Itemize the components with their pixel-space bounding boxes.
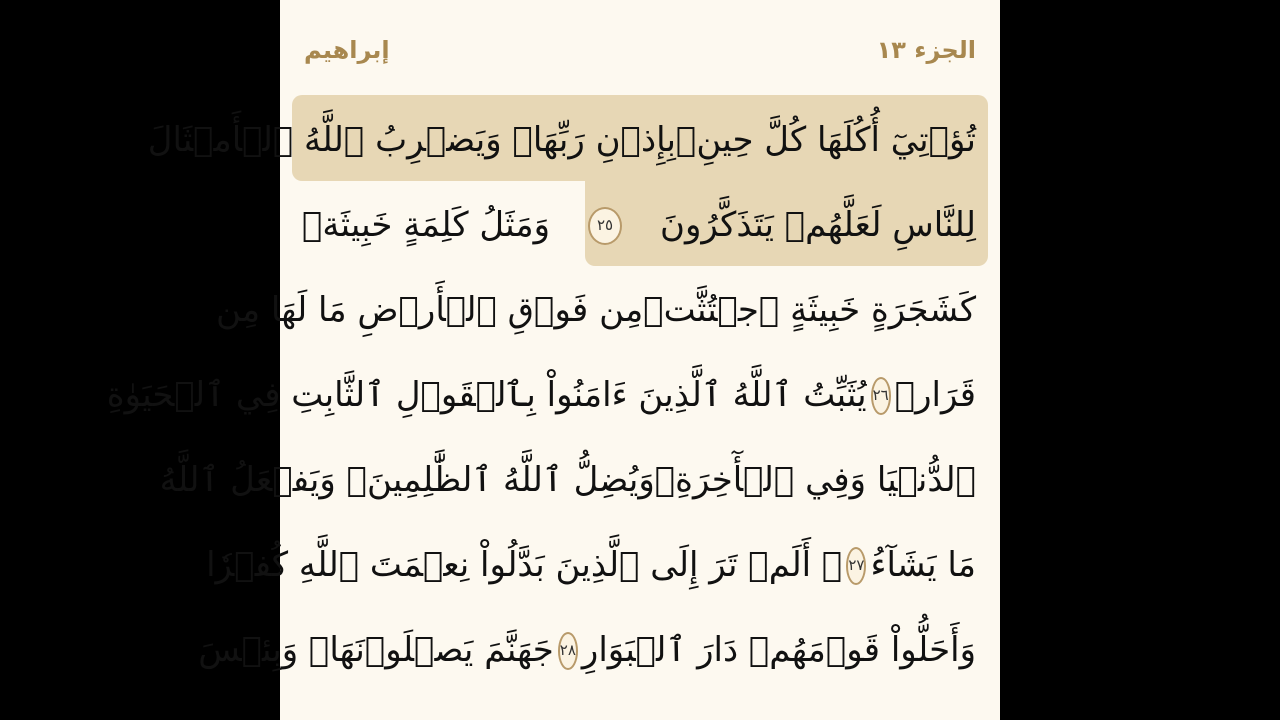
ayah-text[interactable]: مَا يَشَآءُ bbox=[870, 545, 976, 585]
ayah-number-marker[interactable]: ٢٧ bbox=[846, 547, 866, 585]
ayah-text[interactable]: وَأَحَلُّواْ قَوۡمَهُمۡ دَارَ ٱلۡبَوَارِ bbox=[581, 630, 976, 670]
ayah-text[interactable]: ٱلدُّنۡيَا وَفِي ٱلۡأٓخِرَةِۖ bbox=[654, 460, 976, 500]
ayah-number-marker[interactable]: ٢٦ bbox=[871, 377, 891, 415]
ayah-text[interactable]: لِلنَّاسِ لَعَلَّهُمۡ يَتَذَكَّرُونَ bbox=[660, 205, 976, 245]
juz-label: الجزء ١٣ bbox=[876, 36, 976, 64]
text-line bbox=[159, 438, 976, 523]
ayah-number-marker[interactable]: ٢٨ bbox=[558, 632, 578, 670]
text-line bbox=[206, 523, 976, 608]
ayah-text[interactable]: جَهَنَّمَ يَصۡلَوۡنَهَاۖ وَبِئۡسَ bbox=[198, 630, 554, 670]
ayah-text[interactable]: ۞ أَلَمۡ تَرَ إِلَى ٱلَّذِينَ بَدَّلُواْ نِعۡمَتَ ٱللَّهِ كُفۡرٗا bbox=[206, 545, 843, 585]
text-line bbox=[147, 98, 976, 183]
ayah-text[interactable]: مِن فَوۡقِ ٱلۡأَرۡضِ مَا لَهَا مِن bbox=[215, 290, 644, 330]
text-line bbox=[302, 183, 976, 268]
text-line bbox=[106, 353, 976, 438]
mushaf-page bbox=[106, 0, 1000, 720]
surah-name: إبراهيم bbox=[304, 36, 390, 64]
text-line bbox=[215, 268, 976, 353]
ayah-text[interactable]: تُؤۡتِيٓ أُكُلَهَا كُلَّ حِينِۭ bbox=[675, 120, 976, 160]
ayah-text[interactable]: وَيُضِلُّ ٱللَّهُ ٱلظَّٰلِمِينَۚ وَيَفۡعَلُ ٱللَّهُ bbox=[159, 460, 655, 500]
ayah-number-marker[interactable]: ٢٥ bbox=[588, 207, 622, 245]
quran-text bbox=[106, 98, 976, 693]
ayah-text[interactable]: بِإِذۡنِ رَبِّهَاۗ وَيَضۡرِبُ ٱللَّهُ ٱلۡأَمۡثَالَ bbox=[147, 120, 676, 160]
ayah-text[interactable]: وَمَثَلُ كَلِمَةٍ خَبِيثَةٖ bbox=[302, 205, 551, 245]
ayah-text[interactable]: يُثَبِّتُ ٱللَّهُ ٱلَّذِينَ ءَامَنُواْ بِٱلۡقَوۡلِ ٱلثَّابِتِ فِي ٱلۡحَيَوٰةِ bbox=[106, 375, 867, 415]
ayah-text[interactable]: كَشَجَرَةٍ خَبِيثَةٍ ٱجۡتُثَّتۡ bbox=[643, 290, 976, 330]
text-line bbox=[198, 608, 976, 693]
ayah-text[interactable]: قَرَارٖ bbox=[894, 375, 976, 415]
